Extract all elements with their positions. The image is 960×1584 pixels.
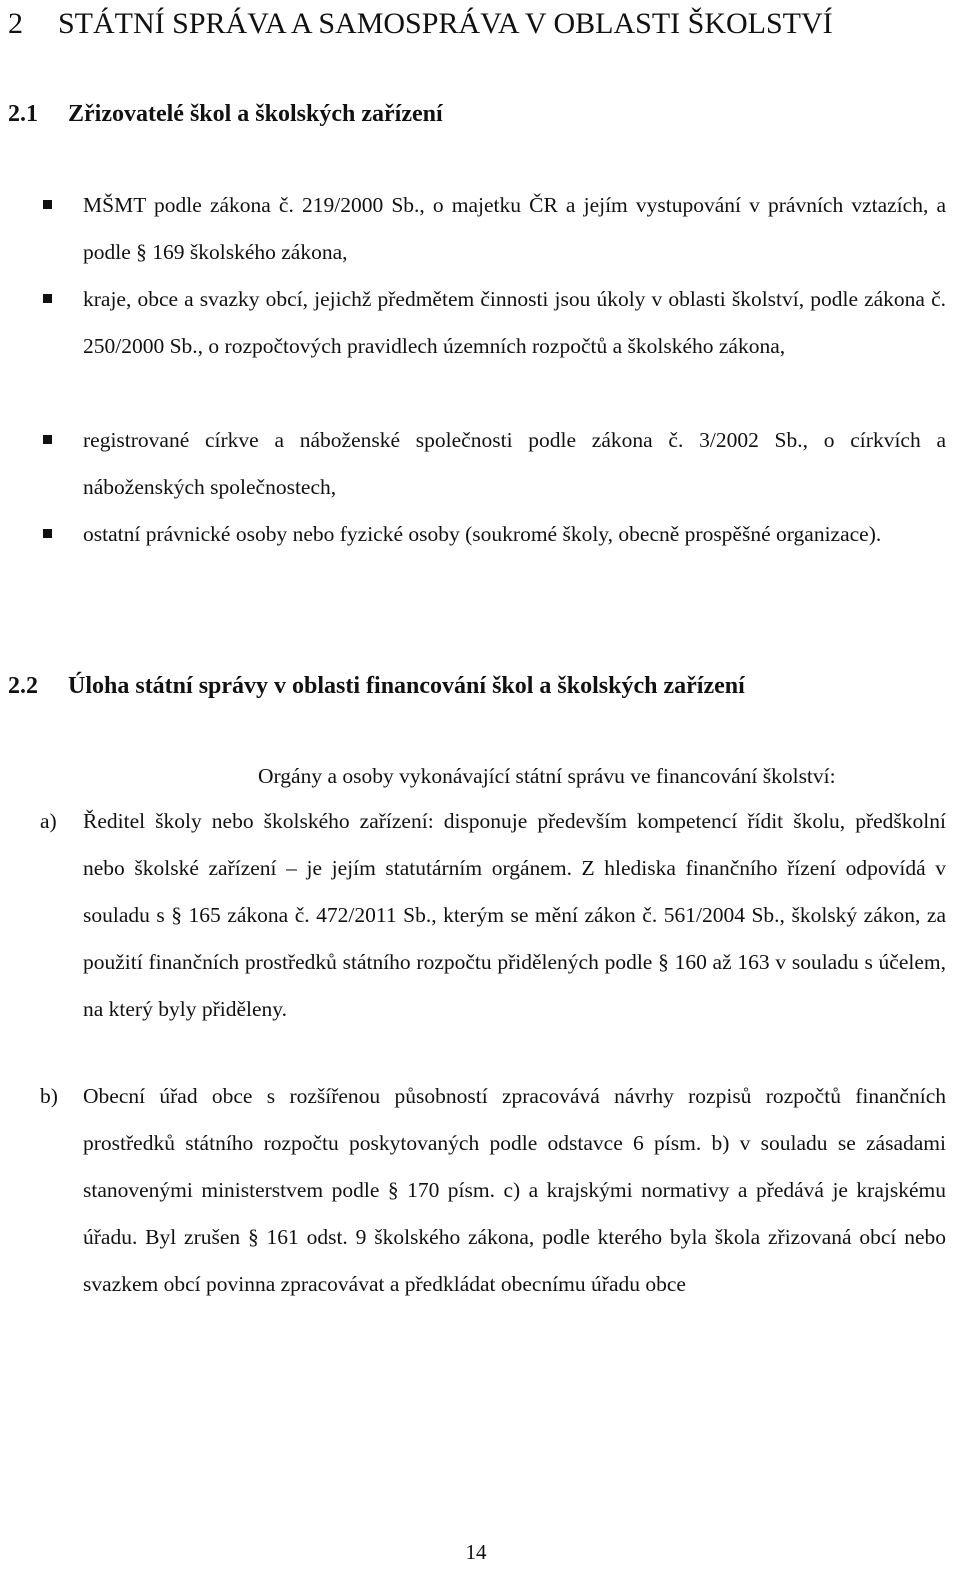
chapter-heading — [8, 4, 833, 44]
list-item: MŠMT podle zákona č. 219/2000 Sb., o majetku ČR a jejím vystupování v právních vztazích, a podle § 169 školského zákona, — [83, 193, 946, 264]
bullet-square-icon — [43, 529, 52, 538]
section-heading-2-2 — [8, 670, 745, 702]
chapter-number: 2 — [8, 7, 23, 40]
list-item: ostatní právnické osoby nebo fyzické osoby (soukromé školy, obecně prospěšné organizace). — [83, 522, 882, 546]
intro-paragraph: Orgány a osoby vykonávající státní správu ve financování školství: — [258, 764, 836, 788]
section-title: Zřizovatelé škol a školských zařízení — [68, 101, 443, 127]
list-item: registrované církve a náboženské společnosti podle zákona č. 3/2002 Sb., o církvích a náboženských společnostech, — [83, 428, 946, 499]
list-marker: a) — [40, 809, 57, 833]
bullet-square-icon — [43, 435, 52, 444]
list-item: Obecní úřad obce s rozšířenou působností zpracovává návrhy rozpisů rozpočtů finančních prostředků státního rozpočtu poskytovaných podle odstavce 6 písm. b) v souladu se zásadami stanovenými ministerstvem podle § 170 písm. c) a krajskými normativy a předává je krajskému úřadu. Byl zrušen § 161 odst. 9 školského zákona, podle kterého byla škola zřizovaná obcí nebo svazkem obcí povinna zpracovávat a předkládat obecnímu úřadu obce — [83, 1084, 946, 1296]
list-marker: b) — [40, 1084, 58, 1108]
chapter-title: STÁTNÍ SPRÁVA A SAMOSPRÁVA V OBLASTI ŠKOLSTVÍ — [58, 7, 833, 40]
bullet-square-icon — [43, 200, 52, 209]
section-heading-2-1 — [8, 98, 443, 130]
section-title: Úloha státní správy v oblasti financování škol a školských zařízení — [68, 673, 745, 699]
list-item: kraje, obce a svazky obcí, jejichž předmětem činnosti jsou úkoly v oblasti školství, podle zákona č. 250/2000 Sb., o rozpočtových pravidlech územních rozpočtů a školského zákona, — [83, 287, 946, 358]
section-number: 2.1 — [8, 101, 38, 127]
page-number: 14 — [465, 1540, 487, 1564]
list-item: Ředitel školy nebo školského zařízení: disponuje především kompetencí řídit školu, předškolní nebo školské zařízení – je jejím statutárním orgánem. Z hlediska finančního řízení odpovídá v souladu s § 165 zákona č. 472/2011 Sb., kterým se mění zákon č. 561/2004 Sb., školský zákon, za použití finančních prostředků státního rozpočtu přidělených podle § 160 až 163 v souladu s účelem, na který byly přiděleny. — [83, 809, 946, 1021]
bullet-square-icon — [43, 294, 52, 303]
section-number: 2.2 — [8, 673, 38, 699]
